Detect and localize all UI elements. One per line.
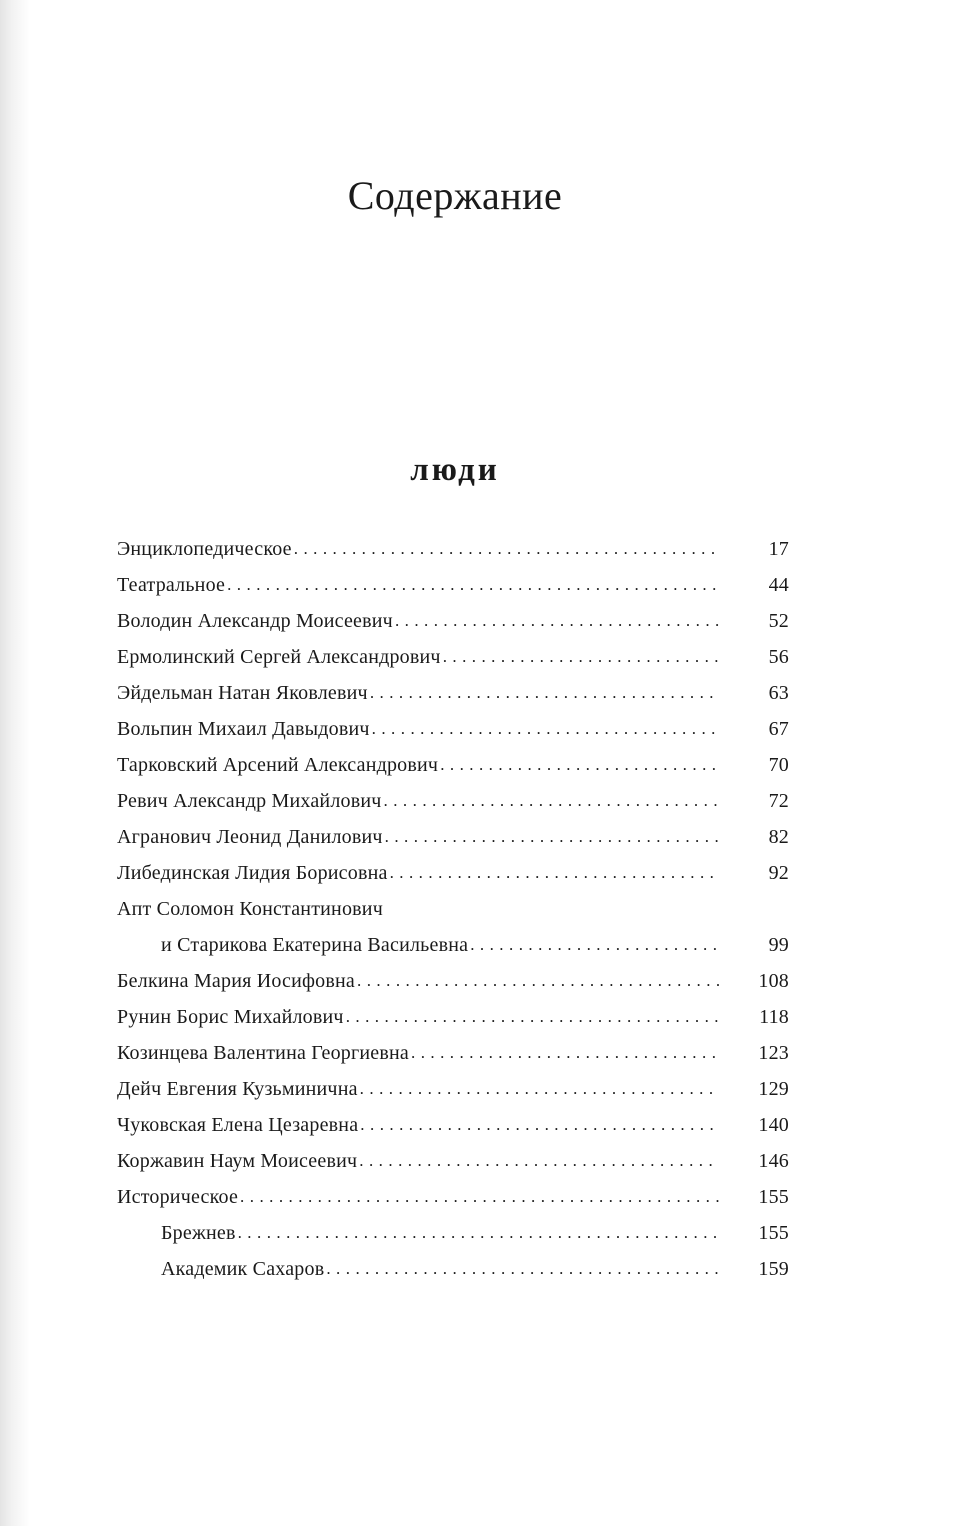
toc-entry[interactable] (117, 747, 789, 783)
toc-entry[interactable] (117, 1035, 789, 1071)
toc-entry-title: Театральное (117, 574, 226, 596)
toc-entry[interactable] (117, 531, 789, 567)
toc-entry-page: 92 (768, 862, 789, 884)
toc-entry[interactable] (117, 639, 789, 675)
table-of-contents (117, 531, 789, 1287)
toc-entry[interactable] (117, 855, 789, 891)
dot-leader (360, 1107, 719, 1143)
toc-entry-title: Энциклопедическое (117, 538, 292, 560)
toc-entry[interactable] (117, 927, 789, 963)
dot-leader (385, 891, 719, 927)
toc-entry-title: Агранович Леонид Данилович (117, 826, 383, 848)
dot-leader (440, 747, 719, 783)
toc-entry[interactable] (117, 783, 789, 819)
toc-entry[interactable] (117, 603, 789, 639)
dot-leader (372, 711, 719, 747)
toc-entry[interactable] (117, 963, 789, 999)
toc-entry-page: 159 (758, 1258, 789, 1280)
dot-leader (357, 963, 719, 999)
toc-entry[interactable] (117, 1143, 789, 1179)
toc-entry-title: Брежнев (161, 1222, 236, 1244)
toc-entry[interactable] (117, 1107, 789, 1143)
toc-entry-title: Коржавин Наум Моисеевич (117, 1150, 358, 1172)
toc-entry-page: 63 (768, 682, 789, 704)
toc-entry-page: 44 (768, 574, 789, 596)
toc-entry-page: 67 (768, 718, 789, 740)
toc-entry-title: Либединская Лидия Борисовна (117, 862, 388, 884)
toc-entry-page: 52 (768, 610, 789, 632)
toc-entry-page: 155 (758, 1222, 789, 1244)
dot-leader (443, 639, 719, 675)
toc-entry[interactable] (117, 1251, 789, 1287)
toc-entry-title: Эйдельман Натан Яковлевич (117, 682, 368, 704)
dot-leader (294, 531, 719, 567)
dot-leader (326, 1251, 719, 1287)
toc-entry-page: 155 (758, 1186, 789, 1208)
toc-entry-title: Дейч Евгения Кузьминична (117, 1078, 358, 1100)
toc-entry-title: Вольпин Михаил Давыдович (117, 718, 370, 740)
toc-entry-title: Чуковская Елена Цезаревна (117, 1114, 359, 1136)
toc-entry-title: Апт Соломон Константинович (117, 898, 383, 920)
toc-entry[interactable] (117, 1179, 789, 1215)
toc-entry-page: 129 (758, 1078, 789, 1100)
section-heading: люди (410, 452, 500, 488)
toc-entry[interactable] (117, 891, 789, 927)
toc-entry[interactable] (117, 675, 789, 711)
toc-entry-page: 72 (768, 790, 789, 812)
toc-entry-title: Тарковский Арсений Александрович (117, 754, 439, 776)
toc-entry[interactable] (117, 999, 789, 1035)
dot-leader (360, 1071, 719, 1107)
dot-leader (238, 1215, 719, 1251)
toc-entry-page: 56 (768, 646, 789, 668)
toc-entry-page: 17 (768, 538, 789, 560)
toc-entry-title: Ревич Александр Михайлович (117, 790, 382, 812)
dot-leader (384, 783, 719, 819)
dot-leader (470, 927, 719, 963)
dot-leader (359, 1143, 719, 1179)
toc-entry-page: 123 (758, 1042, 789, 1064)
toc-entry-title: Историческое (117, 1186, 239, 1208)
toc-entry-title: Белкина Мария Иосифовна (117, 970, 356, 992)
toc-entry[interactable] (117, 1071, 789, 1107)
toc-entry[interactable] (117, 819, 789, 855)
toc-entry-page: 70 (768, 754, 789, 776)
dot-leader (390, 855, 719, 891)
dot-leader (395, 603, 719, 639)
toc-entry-page: 146 (758, 1150, 789, 1172)
dot-leader (346, 999, 719, 1035)
toc-entry-page: 118 (759, 1006, 789, 1028)
toc-entry-title: Володин Александр Моисеевич (117, 610, 393, 632)
dot-leader (411, 1035, 719, 1071)
dot-leader (385, 819, 719, 855)
dot-leader (227, 567, 719, 603)
dot-leader (240, 1179, 719, 1215)
toc-entry-title: Академик Сахаров (161, 1258, 325, 1280)
page-title: Содержание (347, 173, 563, 218)
dot-leader (370, 675, 719, 711)
toc-entry[interactable] (117, 711, 789, 747)
toc-entry-title: и Старикова Екатерина Васильевна (161, 934, 469, 956)
toc-entry-page: 82 (768, 826, 789, 848)
toc-entry[interactable] (117, 1215, 789, 1251)
toc-entry-page: 108 (758, 970, 789, 992)
toc-entry-page: 99 (768, 934, 789, 956)
toc-entry-title: Козинцева Валентина Георгиевна (117, 1042, 409, 1064)
toc-entry[interactable] (117, 567, 789, 603)
toc-entry-title: Рунин Борис Михайлович (117, 1006, 344, 1028)
toc-entry-page: 140 (758, 1114, 789, 1136)
toc-entry-title: Ермолинский Сергей Александрович (117, 646, 441, 668)
